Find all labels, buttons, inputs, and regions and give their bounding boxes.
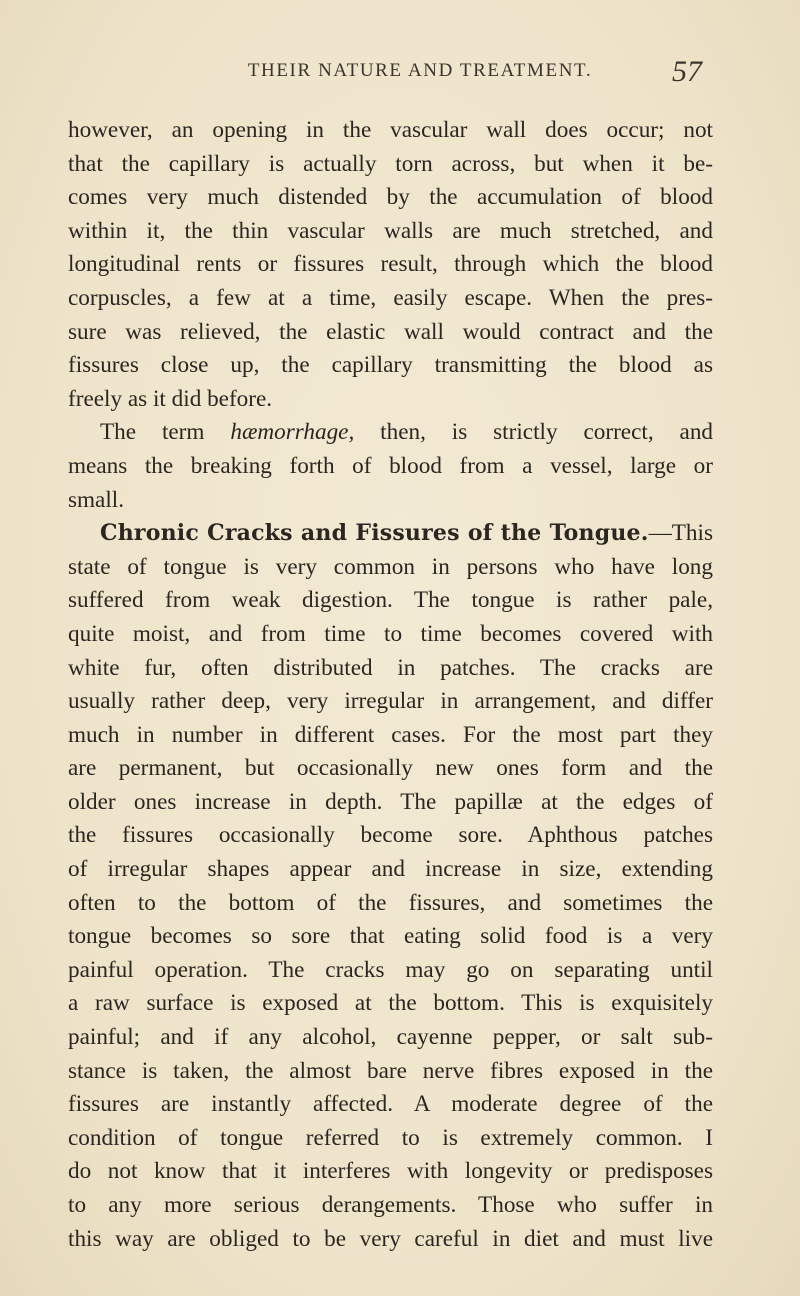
text-line: corpuscles, a few at a time, easily escape. When the pres- [68,284,713,311]
section-heading: Chronic Cracks and Fissures of the Tongue. [100,520,649,547]
text-line: fissures are instantly affected. A moderate degree of the [68,1091,713,1118]
text-line: fissures close up, the capillary transmitting the blood as [68,352,713,379]
text-line: white fur, often distributed in patches. The cracks are [68,654,713,681]
text-line: small. [68,486,125,513]
running-head: THEIR NATURE AND TREATMENT. [247,60,593,81]
text-line: of irregular shapes appear and increase in size, extending [68,856,713,883]
text-line: older ones increase in depth. The papillæ at the edges of [68,788,713,815]
text-line: painful; and if any alcohol, cayenne pepper, or salt sub- [68,1024,713,1051]
text-line: quite moist, and from time to time becomes covered with [68,620,713,647]
text-line: suffered from weak digestion. The tongue is rather pale, [68,587,713,614]
text-line [68,416,713,450]
body-text [68,114,713,1256]
text-line: much in number in different cases. For the most part they [68,721,713,748]
text-line: do not know that it interferes with longevity or predisposes [68,1158,713,1185]
text-line: within it, the thin vascular walls are much stretched, and [68,217,713,244]
text-line: are permanent, but occasionally new ones form and the [68,755,713,782]
text-line: usually rather deep, very irregular in arrangement, and differ [68,688,713,715]
text-line: to any more serious derangements. Those who suffer in [68,1192,713,1218]
text-fragment: then, is strictly correct, and [354,419,714,446]
text-line: the fissures occasionally become sore. Aphthous patches [68,822,713,849]
text-fragment: The term [100,419,231,446]
text-line: however, an opening in the vascular wall does occur; not [68,117,713,143]
text-line: often to the bottom of the fissures, and sometimes the [68,889,713,916]
text-line: comes very much distended by the accumulation of blood [68,184,713,211]
text-line: a raw surface is exposed at the bottom. This is exquisitely [68,990,713,1017]
page-number: 57 [672,55,702,88]
text-line: painful operation. The cracks may go on separating until [68,956,713,983]
text-line: stance is taken, the almost bare nerve fibres exposed in the [68,1057,713,1084]
text-line: freely as it did before. [68,385,273,412]
text-line: state of tongue is very common in persons who have long [68,553,713,580]
text-line: this way are obliged to be very careful in diet and must live [68,1225,713,1252]
section-heading-line [68,517,713,551]
text-fragment: —This [648,520,713,547]
text-line: longitudinal rents or fissures result, through which the blood [68,251,713,278]
text-line: sure was relieved, the elastic wall would contract and the [68,318,713,345]
text-line: means the breaking forth of blood from a vessel, large or [68,452,713,479]
text-line: condition of tongue referred to is extremely common. I [68,1124,713,1151]
term-haemorrhage: hæmorrhage, [230,419,355,446]
text-line: that the capillary is actually torn across, but when it be- [68,150,713,177]
text-line: tongue becomes so sore that eating solid food is a very [68,923,713,950]
